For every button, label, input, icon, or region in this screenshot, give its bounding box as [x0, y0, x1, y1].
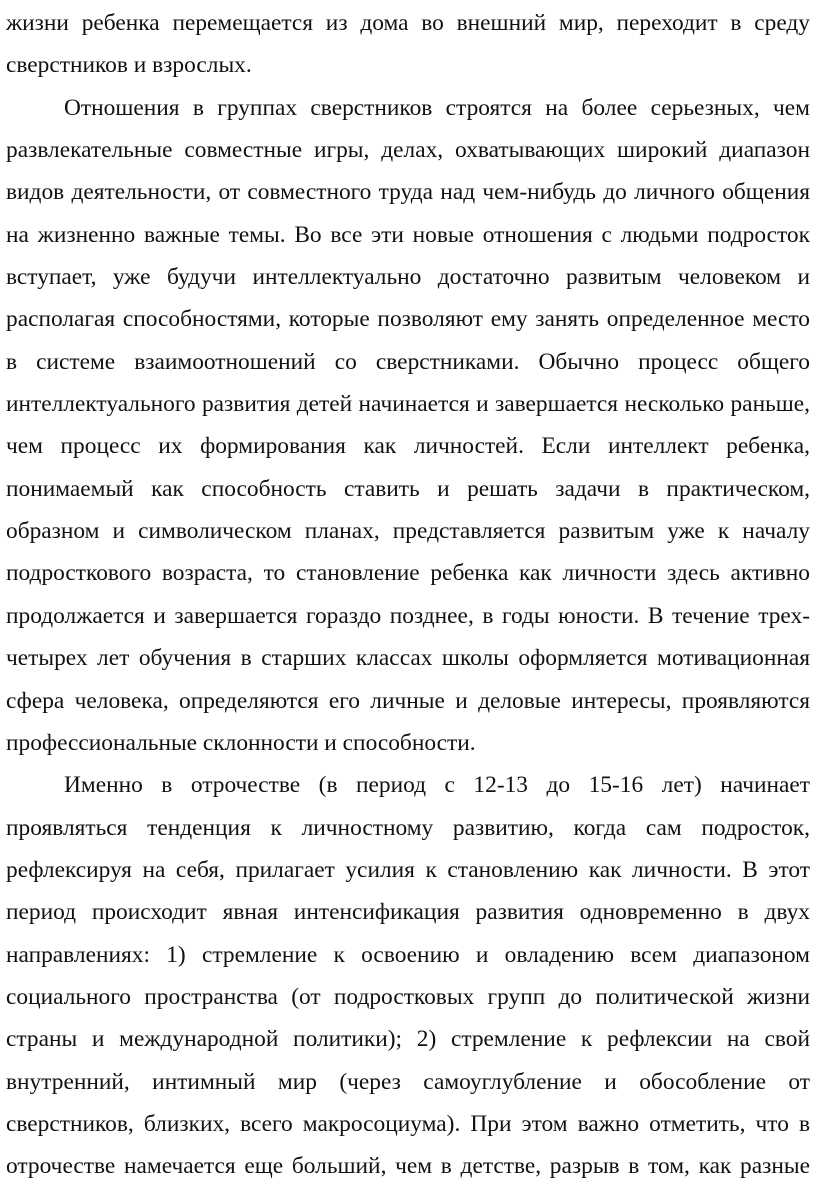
document-body — [6, 2, 810, 1188]
paragraph-adolescence: Именно в отрочестве (в период с 12-13 до 15-16 лет) начинает проявляться тенденция к личностному развитию, когда сам подросток, рефлексируя на себя, прилагает усилия к становлению как личности. В этот период происходит явная интенсификация развития одновременно в двух направлениях: 1) стремление к освоению и овладению всем диапазоном социального пространства (от подростковых групп до политической жизни страны и международной политики); 2) стремление к рефлексии на свой внутренний, интимный мир (через самоуглубление и обособление от сверстников, близких, всего макросоциума). При этом важно отметить, что в отрочестве намечается еще больший, чем в детстве, разрыв в том, как разные — [6, 772, 810, 1180]
paragraph-continuation: жизни ребенка перемещается из дома во внешний мир, переходит в среду сверстников и взрослых. — [6, 10, 810, 79]
paragraph-peer-relations: Отношения в группах сверстников строятся на более серьезных, чем развлекательные совместные игры, делах, охватывающих широкий диапазон видов деятельности, от совместного труда над чем-нибудь до личного общения на жизненно важные темы. Во все эти новые отношения с людьми подросток вступает, уже будучи интеллектуально достаточно развитым человеком и располагая способностями, которые позволяют ему занять определенное место в системе взаимоотношений со сверстниками. Обычно процесс общего интеллектуального развития детей начинается и завершается несколько раньше, чем процесс их формирования как личностей. Если интеллект ребенка, понимаемый как способность ставить и решать задачи в практическом, образном и символическом планах, представляется развитым уже к началу подросткового возраста, то становление ребенка как личности здесь активно продолжается и завершается гораздо позднее, в годы юности. В течение трех-четырех лет обучения в старших классах школы оформляется мотивационная сфера человека, определяются его личные и деловые интересы, проявляются профессиональные склонности и способности. — [6, 94, 810, 756]
